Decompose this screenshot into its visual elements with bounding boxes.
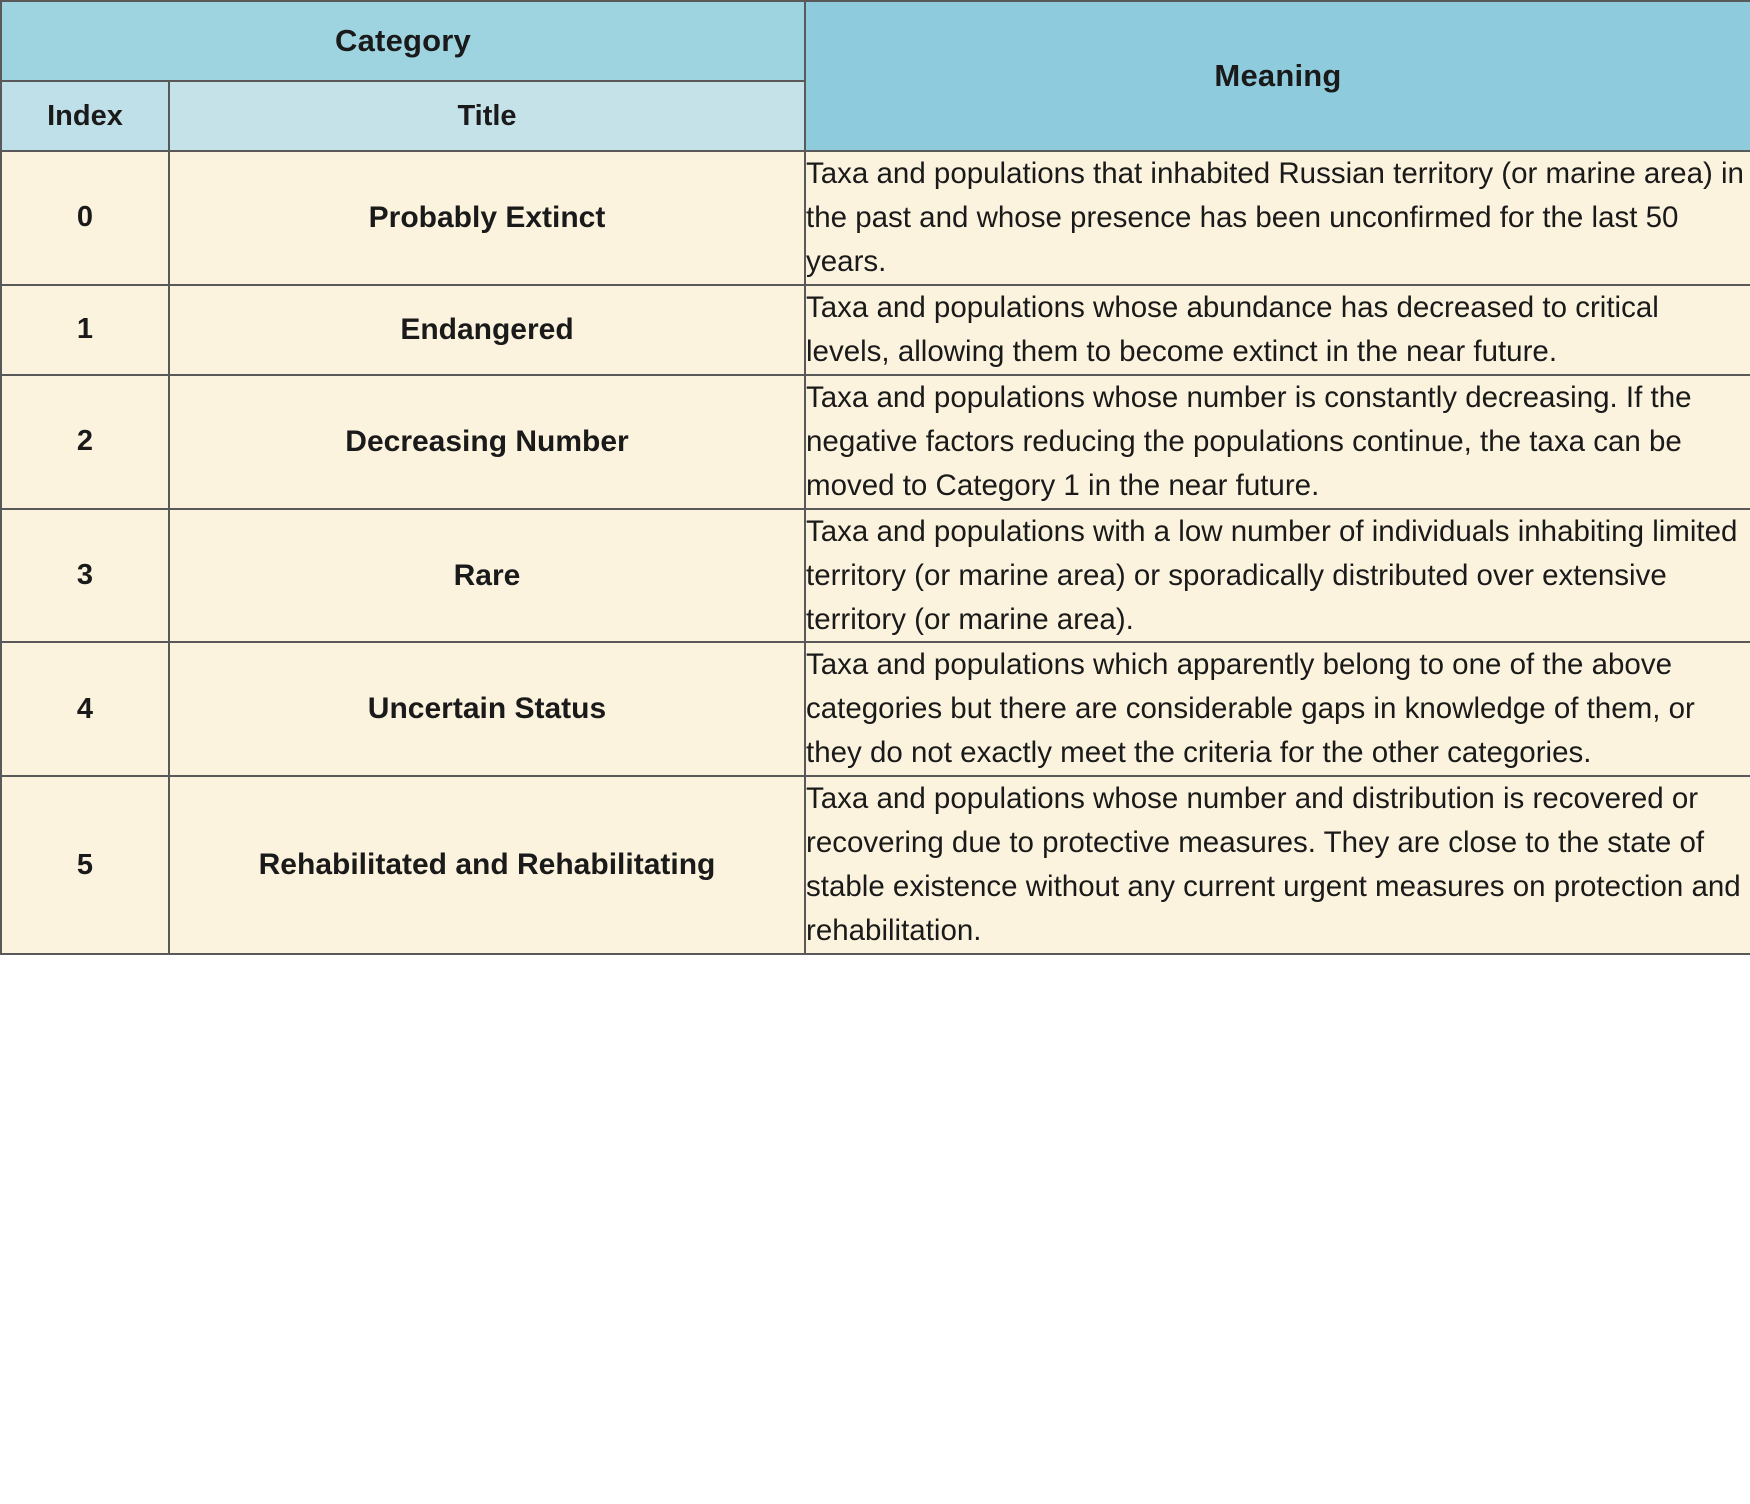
cell-meaning: Taxa and populations whose number and distribution is recovered or recovering due to protective measures. They are close to the state of stable existence without any current urgent measures on protection and rehabilitation. [805, 776, 1750, 954]
header-row-top [1, 1, 1750, 81]
table-row [1, 509, 1750, 643]
cell-title: Uncertain Status [169, 642, 805, 776]
table-body [1, 151, 1750, 954]
cell-meaning: Taxa and populations that inhabited Russian territory (or marine area) in the past and whose presence has been unconfirmed for the last 50 years. [805, 151, 1750, 285]
table-row [1, 285, 1750, 375]
header-index: Index [1, 81, 169, 151]
table-row [1, 375, 1750, 509]
table-row [1, 642, 1750, 776]
cell-title: Decreasing Number [169, 375, 805, 509]
cell-index: 2 [1, 375, 169, 509]
header-category: Category [1, 1, 805, 81]
table-row [1, 151, 1750, 285]
header-meaning: Meaning [805, 1, 1750, 151]
table-row [1, 776, 1750, 954]
cell-meaning: Taxa and populations with a low number of individuals inhabiting limited territory (or marine area) or sporadically distributed over extensive territory (or marine area). [805, 509, 1750, 643]
table-header [1, 1, 1750, 151]
cell-meaning: Taxa and populations which apparently belong to one of the above categories but there are considerable gaps in knowledge of them, or they do not exactly meet the criteria for the other categories. [805, 642, 1750, 776]
cell-index: 4 [1, 642, 169, 776]
cell-title: Probably Extinct [169, 151, 805, 285]
header-title: Title [169, 81, 805, 151]
cell-meaning: Taxa and populations whose number is constantly decreasing. If the negative factors reducing the populations continue, the taxa can be moved to Category 1 in the near future. [805, 375, 1750, 509]
cell-index: 0 [1, 151, 169, 285]
cell-index: 1 [1, 285, 169, 375]
cell-meaning: Taxa and populations whose abundance has decreased to critical levels, allowing them to become extinct in the near future. [805, 285, 1750, 375]
cell-index: 5 [1, 776, 169, 954]
cell-title: Rehabilitated and Rehabilitating [169, 776, 805, 954]
cell-title: Endangered [169, 285, 805, 375]
cell-index: 3 [1, 509, 169, 643]
cell-title: Rare [169, 509, 805, 643]
